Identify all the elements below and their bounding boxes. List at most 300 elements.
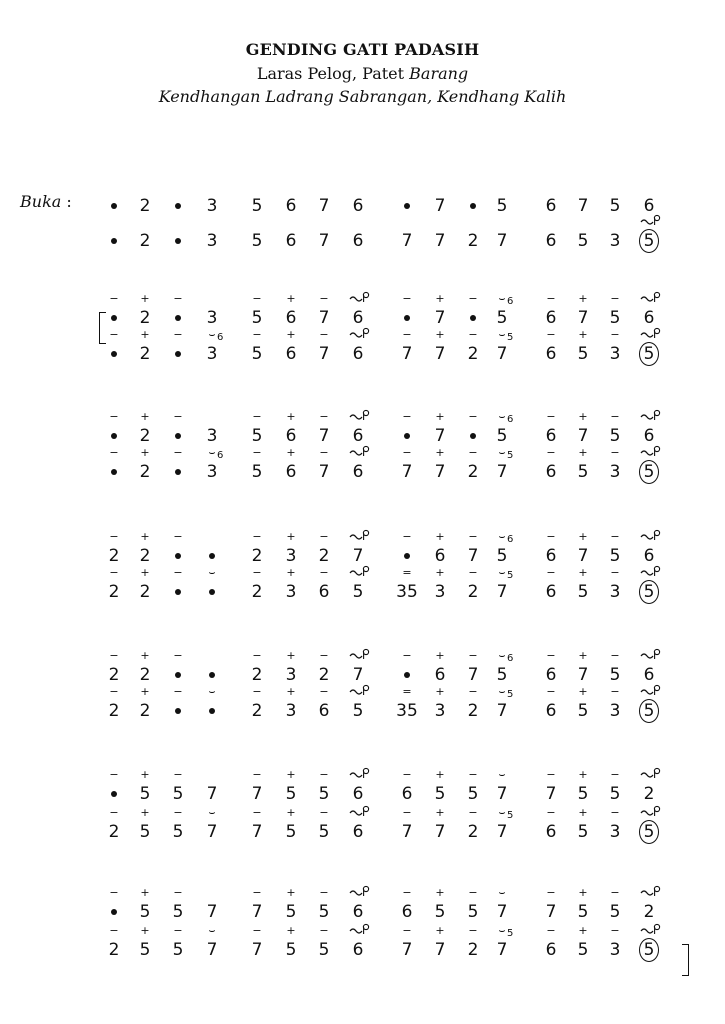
note-cell (307, 924, 341, 968)
note-number: 5 (434, 784, 446, 804)
kendhang-stroke-mark: − (610, 886, 620, 899)
kendhang-stroke-mark: + (435, 292, 445, 305)
note-number: 6 (545, 344, 557, 364)
note-number: 7 (545, 902, 557, 922)
note-number: 2 (467, 822, 479, 842)
note-number: 5 (318, 784, 330, 804)
kendhang-stroke-mark: ⌣ (208, 446, 216, 459)
note-cell (128, 446, 162, 490)
kendhang-stroke-mark: − (173, 886, 183, 899)
notation-line (0, 806, 725, 850)
note-number: 6 (545, 462, 557, 482)
note-number: 2 (643, 784, 655, 804)
note-number: 5 (577, 902, 589, 922)
rest-dot-icon (470, 315, 476, 321)
note-number: 6 (318, 701, 330, 721)
rest-dot-icon (111, 315, 117, 321)
kendhang-stroke-mark: − (610, 292, 620, 305)
note-number: 6 (285, 196, 297, 216)
kendhang-stroke-mark: − (468, 685, 478, 698)
note-number: 5 (643, 462, 655, 482)
note-number: 3 (285, 582, 297, 602)
kendhang-stroke-mark: + (140, 566, 150, 579)
note-cell (485, 566, 519, 610)
kendhang-stroke-mark: + (286, 446, 296, 459)
kendhang-stroke-mark: − (546, 446, 556, 459)
gong-tilde-icon (349, 683, 371, 697)
note-number: 7 (577, 196, 589, 216)
gong-circle-icon (639, 820, 659, 844)
kendhang-stroke-mark: − (402, 446, 412, 459)
note-number: 6 (545, 546, 557, 566)
note-number: 7 (496, 231, 508, 251)
rest-dot-icon (404, 315, 410, 321)
note-number: 6 (352, 308, 364, 328)
kendhang-stroke-mark: − (173, 328, 183, 341)
note-number: 6 (643, 426, 655, 446)
gong-tilde-icon (349, 326, 371, 340)
note-cell (534, 219, 568, 259)
note-number: 2 (318, 546, 330, 566)
note-cell (240, 806, 274, 850)
note-number: 5 (285, 902, 297, 922)
note-cell (195, 924, 229, 968)
note-number: 5 (496, 426, 508, 446)
kendhang-stroke-mark: ⌣ (208, 924, 216, 937)
note-cell (485, 806, 519, 850)
note-cell (485, 685, 519, 729)
note-cell (274, 328, 308, 372)
rest-dot-icon (175, 672, 181, 678)
note-number: 5 (285, 784, 297, 804)
note-number: 7 (352, 665, 364, 685)
note-cell (598, 328, 632, 372)
note-number: 3 (609, 940, 621, 960)
note-number: 3 (206, 308, 218, 328)
repeat-end-bracket (682, 944, 689, 976)
note-number: 2 (139, 426, 151, 446)
note-number: 6 (643, 665, 655, 685)
gong-tilde-icon (640, 922, 662, 936)
kendhang-stroke-mark: − (109, 924, 119, 937)
rest-dot-icon (175, 469, 181, 475)
rest-dot-icon (404, 203, 410, 209)
gong-tilde-icon (349, 922, 371, 936)
gong-tilde-icon (349, 444, 371, 458)
stroke-superscript: 6 (507, 414, 514, 425)
kendhang-stroke-mark: ⌣ (498, 649, 506, 662)
note-cell (390, 806, 424, 850)
note-number: 3 (206, 344, 218, 364)
note-number: 5 (643, 582, 655, 602)
kendhang-stroke-mark: − (319, 886, 329, 899)
stroke-superscript: 5 (507, 450, 514, 461)
kendhang-stroke-mark: − (319, 768, 329, 781)
rest-dot-icon (175, 708, 181, 714)
note-number: 7 (318, 231, 330, 251)
note-number: 5 (609, 902, 621, 922)
note-number: 5 (609, 546, 621, 566)
kendhang-stroke-mark: − (109, 806, 119, 819)
kendhang-stroke-mark: − (173, 410, 183, 423)
gong-tilde-icon (640, 290, 662, 304)
note-number: 2 (139, 462, 151, 482)
note-cell (240, 219, 274, 259)
note-number: 6 (545, 940, 557, 960)
kendhang-stroke-mark: + (435, 685, 445, 698)
kendhang-stroke-mark: ⌣ (498, 806, 506, 819)
kendhang-stroke-mark: + (578, 806, 588, 819)
note-number: 7 (318, 462, 330, 482)
note-cell (566, 566, 600, 610)
notation-line (0, 924, 725, 968)
rest-dot-icon (111, 351, 117, 357)
stroke-superscript: 5 (507, 689, 514, 700)
gong-tilde-icon (640, 884, 662, 898)
note-cell (485, 184, 519, 224)
kendhang-stroke-mark: ⌣ (498, 924, 506, 937)
kendhang-stroke-mark: + (140, 886, 150, 899)
kendhang-stroke-mark: + (578, 685, 588, 698)
gong-circle-icon (639, 699, 659, 723)
kendhang-stroke-mark: + (140, 292, 150, 305)
gong-tilde-icon (640, 647, 662, 661)
stroke-superscript: 5 (507, 332, 514, 343)
kendhang-stroke-mark: ⌣ (208, 566, 216, 579)
note-number: 6 (352, 940, 364, 960)
rest-dot-icon (175, 589, 181, 595)
kendhang-stroke-mark: − (319, 446, 329, 459)
kendhang-stroke-mark: + (286, 292, 296, 305)
note-number: 5 (496, 665, 508, 685)
note-cell (97, 806, 131, 850)
note-number: 3 (609, 701, 621, 721)
gong-tilde-icon (640, 444, 662, 458)
kendhang-stroke-mark: − (402, 886, 412, 899)
kendhang-stroke-mark: − (402, 328, 412, 341)
note-number: 6 (318, 582, 330, 602)
kendhang-stroke-mark: − (173, 566, 183, 579)
note-cell (128, 924, 162, 968)
kendhang-stroke-mark: − (109, 566, 119, 579)
kendhang-stroke-mark: ⌣ (498, 685, 506, 698)
kendhang-stroke-mark: − (252, 649, 262, 662)
note-number: 6 (545, 701, 557, 721)
rest-dot-icon (209, 589, 215, 595)
gong-tilde-icon (349, 804, 371, 818)
note-cell (390, 566, 424, 610)
kendhang-stroke-mark: + (286, 924, 296, 937)
note-cell (307, 219, 341, 259)
note-number: 7 (318, 344, 330, 364)
note-number: 7 (434, 344, 446, 364)
note-cell (195, 184, 229, 224)
gong-tilde-icon (349, 290, 371, 304)
note-cell (598, 566, 632, 610)
note-number: 5 (172, 784, 184, 804)
note-cell (598, 685, 632, 729)
note-number: 6 (434, 546, 446, 566)
note-cell (566, 685, 600, 729)
note-number: 6 (545, 665, 557, 685)
note-number: 6 (434, 665, 446, 685)
kendhang-stroke-mark: − (252, 292, 262, 305)
note-number: 5 (352, 582, 364, 602)
kendhang-stroke-mark: ⌣ (498, 886, 506, 899)
note-cell (240, 924, 274, 968)
note-number: 3 (434, 582, 446, 602)
kendhang-stroke-mark: − (546, 530, 556, 543)
kendhang-stroke-mark: + (578, 328, 588, 341)
kendhang-stroke-mark: + (140, 685, 150, 698)
kendhang-stroke-mark: − (109, 530, 119, 543)
note-number: 6 (545, 196, 557, 216)
note-cell (341, 810, 375, 850)
note-cell (423, 328, 457, 372)
note-cell (274, 446, 308, 490)
note-cell (274, 219, 308, 259)
gong-tilde-icon (640, 564, 662, 578)
rest-dot-icon (209, 553, 215, 559)
gong-tilde-icon (349, 884, 371, 898)
note-number: 5 (609, 784, 621, 804)
note-number: 2 (251, 701, 263, 721)
note-cell (566, 184, 600, 224)
note-number: 7 (467, 546, 479, 566)
note-cell (274, 924, 308, 968)
note-number: 5 (577, 822, 589, 842)
note-cell (566, 219, 600, 259)
rest-dot-icon (470, 433, 476, 439)
note-number: 2 (467, 701, 479, 721)
note-number: 5 (577, 940, 589, 960)
kendhang-stroke-mark: + (140, 924, 150, 937)
note-cell (240, 184, 274, 224)
note-cell (341, 570, 375, 610)
note-cell (632, 689, 666, 729)
kendhang-stroke-mark: ⌣ (208, 328, 216, 341)
note-number: 2 (643, 902, 655, 922)
note-cell (307, 328, 341, 372)
note-number: 6 (643, 546, 655, 566)
stroke-superscript: 6 (217, 332, 224, 343)
kendhang-stroke-mark: ⌣ (498, 328, 506, 341)
note-number: 6 (545, 822, 557, 842)
rest-dot-icon (404, 672, 410, 678)
note-number: 2 (467, 462, 479, 482)
kendhang-stroke-mark: − (610, 530, 620, 543)
note-number: 35 (396, 582, 418, 602)
note-number: 7 (401, 822, 413, 842)
note-cell (632, 450, 666, 490)
kendhang-stroke-mark: − (468, 924, 478, 937)
kendhang-stroke-mark: − (468, 328, 478, 341)
note-cell (307, 685, 341, 729)
kendhang-stroke-mark: − (173, 685, 183, 698)
kendhang-stroke-mark: − (109, 649, 119, 662)
note-cell (566, 328, 600, 372)
note-cell (128, 806, 162, 850)
note-number: 6 (401, 902, 413, 922)
kendhang-stroke-mark: + (286, 649, 296, 662)
note-number: 5 (172, 822, 184, 842)
kendhang-stroke-mark: + (435, 806, 445, 819)
note-cell (97, 924, 131, 968)
note-number: 2 (251, 546, 263, 566)
stroke-superscript: 6 (217, 450, 224, 461)
note-number: 3 (609, 344, 621, 364)
kendhang-stroke-mark: − (173, 768, 183, 781)
note-cell (341, 219, 375, 259)
kendhang-stroke-mark: + (578, 924, 588, 937)
kendhang-stroke-mark: − (319, 292, 329, 305)
kendhang-stroke-mark: = (402, 685, 412, 698)
note-cell (566, 806, 600, 850)
kendhang-stroke-mark: − (402, 530, 412, 543)
note-number: 5 (139, 902, 151, 922)
kendhang-stroke-mark: − (402, 410, 412, 423)
kendhang-stroke-mark: − (468, 566, 478, 579)
note-cell (566, 924, 600, 968)
rest-dot-icon (111, 433, 117, 439)
rest-dot-icon (209, 708, 215, 714)
rest-dot-icon (470, 203, 476, 209)
note-cell (632, 219, 666, 259)
note-number: 7 (206, 940, 218, 960)
note-number: 6 (285, 308, 297, 328)
kendhang-stroke-mark: + (140, 328, 150, 341)
kendhang-stroke-mark: + (578, 410, 588, 423)
kendhang-stroke-mark: + (578, 649, 588, 662)
note-number: 5 (577, 462, 589, 482)
note-cell (307, 184, 341, 224)
kendhang-stroke-mark: − (546, 924, 556, 937)
stroke-superscript: 6 (507, 296, 514, 307)
kendhang-stroke-mark: − (468, 886, 478, 899)
notation-line (0, 566, 725, 610)
note-number: 5 (496, 196, 508, 216)
notation-line (0, 184, 725, 224)
note-cell (534, 806, 568, 850)
rest-dot-icon (111, 909, 117, 915)
buka-word: Buka (20, 192, 62, 211)
note-cell (423, 806, 457, 850)
note-number: 5 (577, 231, 589, 251)
note-number: 7 (496, 784, 508, 804)
note-number: 5 (318, 940, 330, 960)
kendhang-stroke-mark: + (578, 768, 588, 781)
note-cell (423, 184, 457, 224)
note-number: 5 (172, 902, 184, 922)
note-number: 6 (545, 231, 557, 251)
kendhang-stroke-mark: = (402, 566, 412, 579)
note-cell (97, 219, 131, 259)
kendhang-stroke-mark: + (286, 768, 296, 781)
kendhang-stroke-mark: + (140, 446, 150, 459)
note-number: 7 (251, 822, 263, 842)
note-number: 7 (401, 940, 413, 960)
note-cell (274, 806, 308, 850)
note-number: 5 (643, 701, 655, 721)
note-number: 7 (401, 462, 413, 482)
kendhang-stroke-mark: ⌣ (498, 446, 506, 459)
kendhang-stroke-mark: − (252, 566, 262, 579)
note-number: 7 (467, 665, 479, 685)
note-cell (161, 219, 195, 259)
note-number: 2 (108, 701, 120, 721)
kendhang-stroke-mark: − (319, 806, 329, 819)
note-cell (485, 219, 519, 259)
kendhang-stroke-mark: − (252, 685, 262, 698)
note-number: 7 (496, 902, 508, 922)
kendhang-stroke-mark: + (140, 530, 150, 543)
note-number: 5 (467, 784, 479, 804)
note-number: 2 (139, 582, 151, 602)
kendhang-stroke-mark: − (252, 446, 262, 459)
note-cell (97, 566, 131, 610)
note-cell (485, 328, 519, 372)
note-number: 5 (139, 940, 151, 960)
note-number: 2 (108, 665, 120, 685)
kendhang-stroke-mark: + (140, 410, 150, 423)
note-number: 2 (139, 665, 151, 685)
kendhang-stroke-mark: − (319, 530, 329, 543)
kendhang-stroke-mark: − (319, 410, 329, 423)
note-number: 6 (352, 462, 364, 482)
gong-tilde-icon (640, 408, 662, 422)
kendhang-stroke-mark: + (578, 566, 588, 579)
gong-tilde-icon (640, 683, 662, 697)
note-cell (128, 219, 162, 259)
kendhang-stroke-mark: − (252, 924, 262, 937)
kendhang-stroke-mark: + (286, 328, 296, 341)
note-number: 7 (401, 344, 413, 364)
note-number: 5 (434, 902, 446, 922)
note-number: 3 (609, 231, 621, 251)
note-number: 5 (251, 231, 263, 251)
note-number: 6 (352, 344, 364, 364)
kendhang-stroke-mark: − (252, 768, 262, 781)
note-number: 3 (609, 822, 621, 842)
gong-circle-icon (639, 342, 659, 366)
note-number: 3 (285, 546, 297, 566)
kendhang-stroke-mark: − (173, 806, 183, 819)
note-cell (195, 685, 229, 729)
note-cell (423, 685, 457, 729)
kendhang-stroke-mark: − (468, 806, 478, 819)
buka-colon: : (61, 192, 72, 211)
note-cell (128, 184, 162, 224)
note-number: 5 (643, 344, 655, 364)
note-number: 5 (609, 665, 621, 685)
note-cell (161, 685, 195, 729)
note-number: 6 (285, 462, 297, 482)
kendhang-stroke-mark: + (286, 410, 296, 423)
kendhang-stroke-mark: − (610, 649, 620, 662)
note-cell (240, 446, 274, 490)
gong-tilde-icon (640, 804, 662, 818)
kendhang-stroke-mark: − (610, 685, 620, 698)
kendhang-stroke-mark: + (578, 530, 588, 543)
gong-tilde-icon (640, 326, 662, 340)
note-number: 7 (545, 784, 557, 804)
note-number: 5 (496, 308, 508, 328)
kendhang-stroke-mark: − (173, 924, 183, 937)
kendhang-stroke-mark: − (109, 292, 119, 305)
notation-line (0, 446, 725, 490)
note-number: 5 (251, 426, 263, 446)
note-number: 5 (467, 902, 479, 922)
